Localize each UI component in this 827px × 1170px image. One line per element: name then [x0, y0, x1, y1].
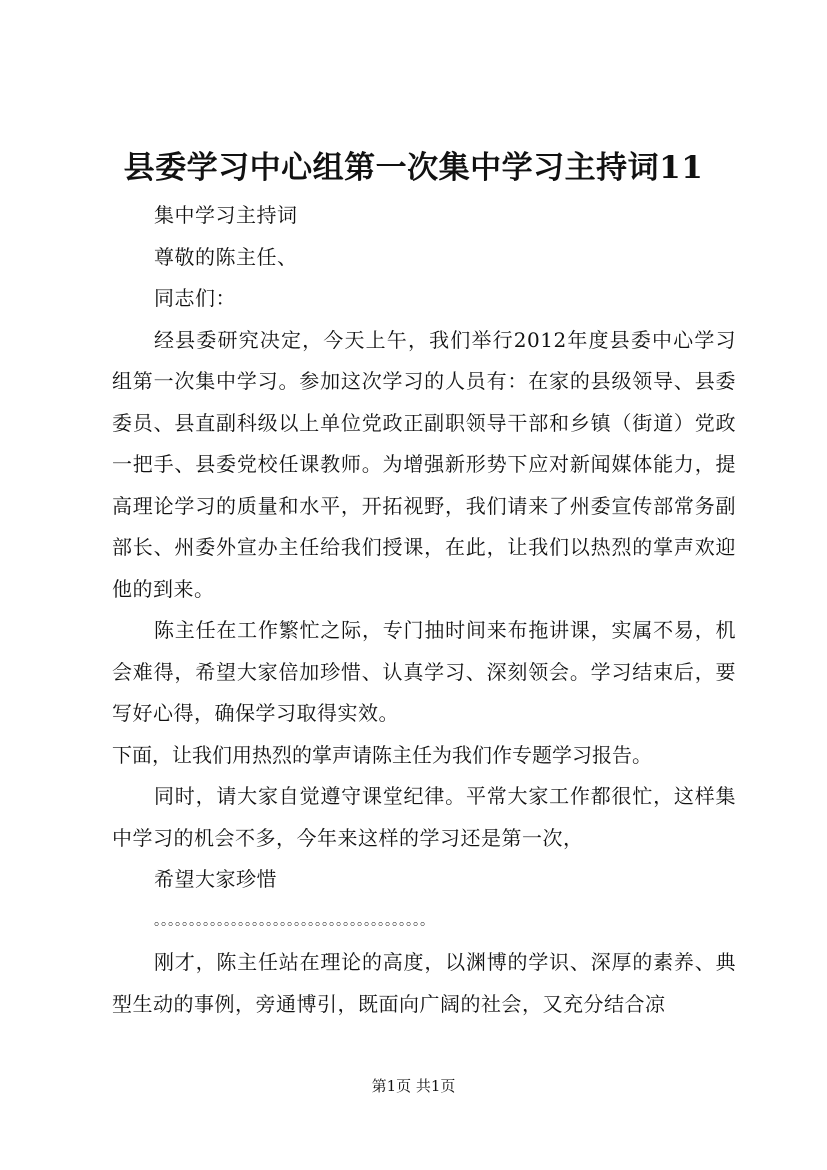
paragraph-greeting: 同志们： [154, 286, 236, 310]
paragraph-appreciation: 陈主任在工作繁忙之际，专门抽时间来布拖讲课，实属不易，机会难得，希望大家倍加珍惜、认真学习、深刻领会。学习结束后，要写好心得，确保学习取得实效。 [112, 618, 736, 725]
paragraph-opening: 经县委研究决定，今天上午，我们举行2012年度县委中心学习组第一次集中学习。参加这次学习的人员有：在家的县级领导、县委委员、县直副科级以上单位党政正副职领导干部和乡镇（街道）党政一把手、县委党校任课教师。为增强新形势下应对新闻媒体能力，提高理论学习的质量和水平，开拓视野，我们请来了州委宣传部常务副部长、州委外宣办主任给我们授课，在此，让我们以热烈的掌声欢迎他的到来。 [112, 327, 736, 601]
document-body [112, 195, 736, 1025]
paragraph-discipline: 同时，请大家自觉遵守课堂纪律。平常大家工作都很忙，这样集中学习的机会不多，今年来这样的学习还是第一次， [112, 784, 736, 850]
document-title: 县委学习中心组第一次集中学习主持词11 [123, 150, 704, 186]
paragraph-cherish: 希望大家珍惜 [154, 867, 277, 891]
paragraph-introduction: 下面，让我们用热烈的掌声请陈主任为我们作专题学习报告。 [112, 742, 652, 767]
paragraph-summary: 刚才，陈主任站在理论的高度，以渊博的学识、深厚的素养、典型生动的事例，旁通博引，既面向广阔的社会，又充分结合凉 [112, 950, 736, 1016]
paragraph-salutation: 尊敬的陈主任、 [154, 244, 298, 269]
paragraph-ellipsis: 。。。。。。。。。。。。。。。。。。。。。。。。。。。。。。。。。。。。。。。 [154, 912, 434, 929]
paragraph-heading: 集中学习主持词 [154, 203, 298, 227]
page-number-footer: 第1页 共1页 [371, 1077, 456, 1095]
